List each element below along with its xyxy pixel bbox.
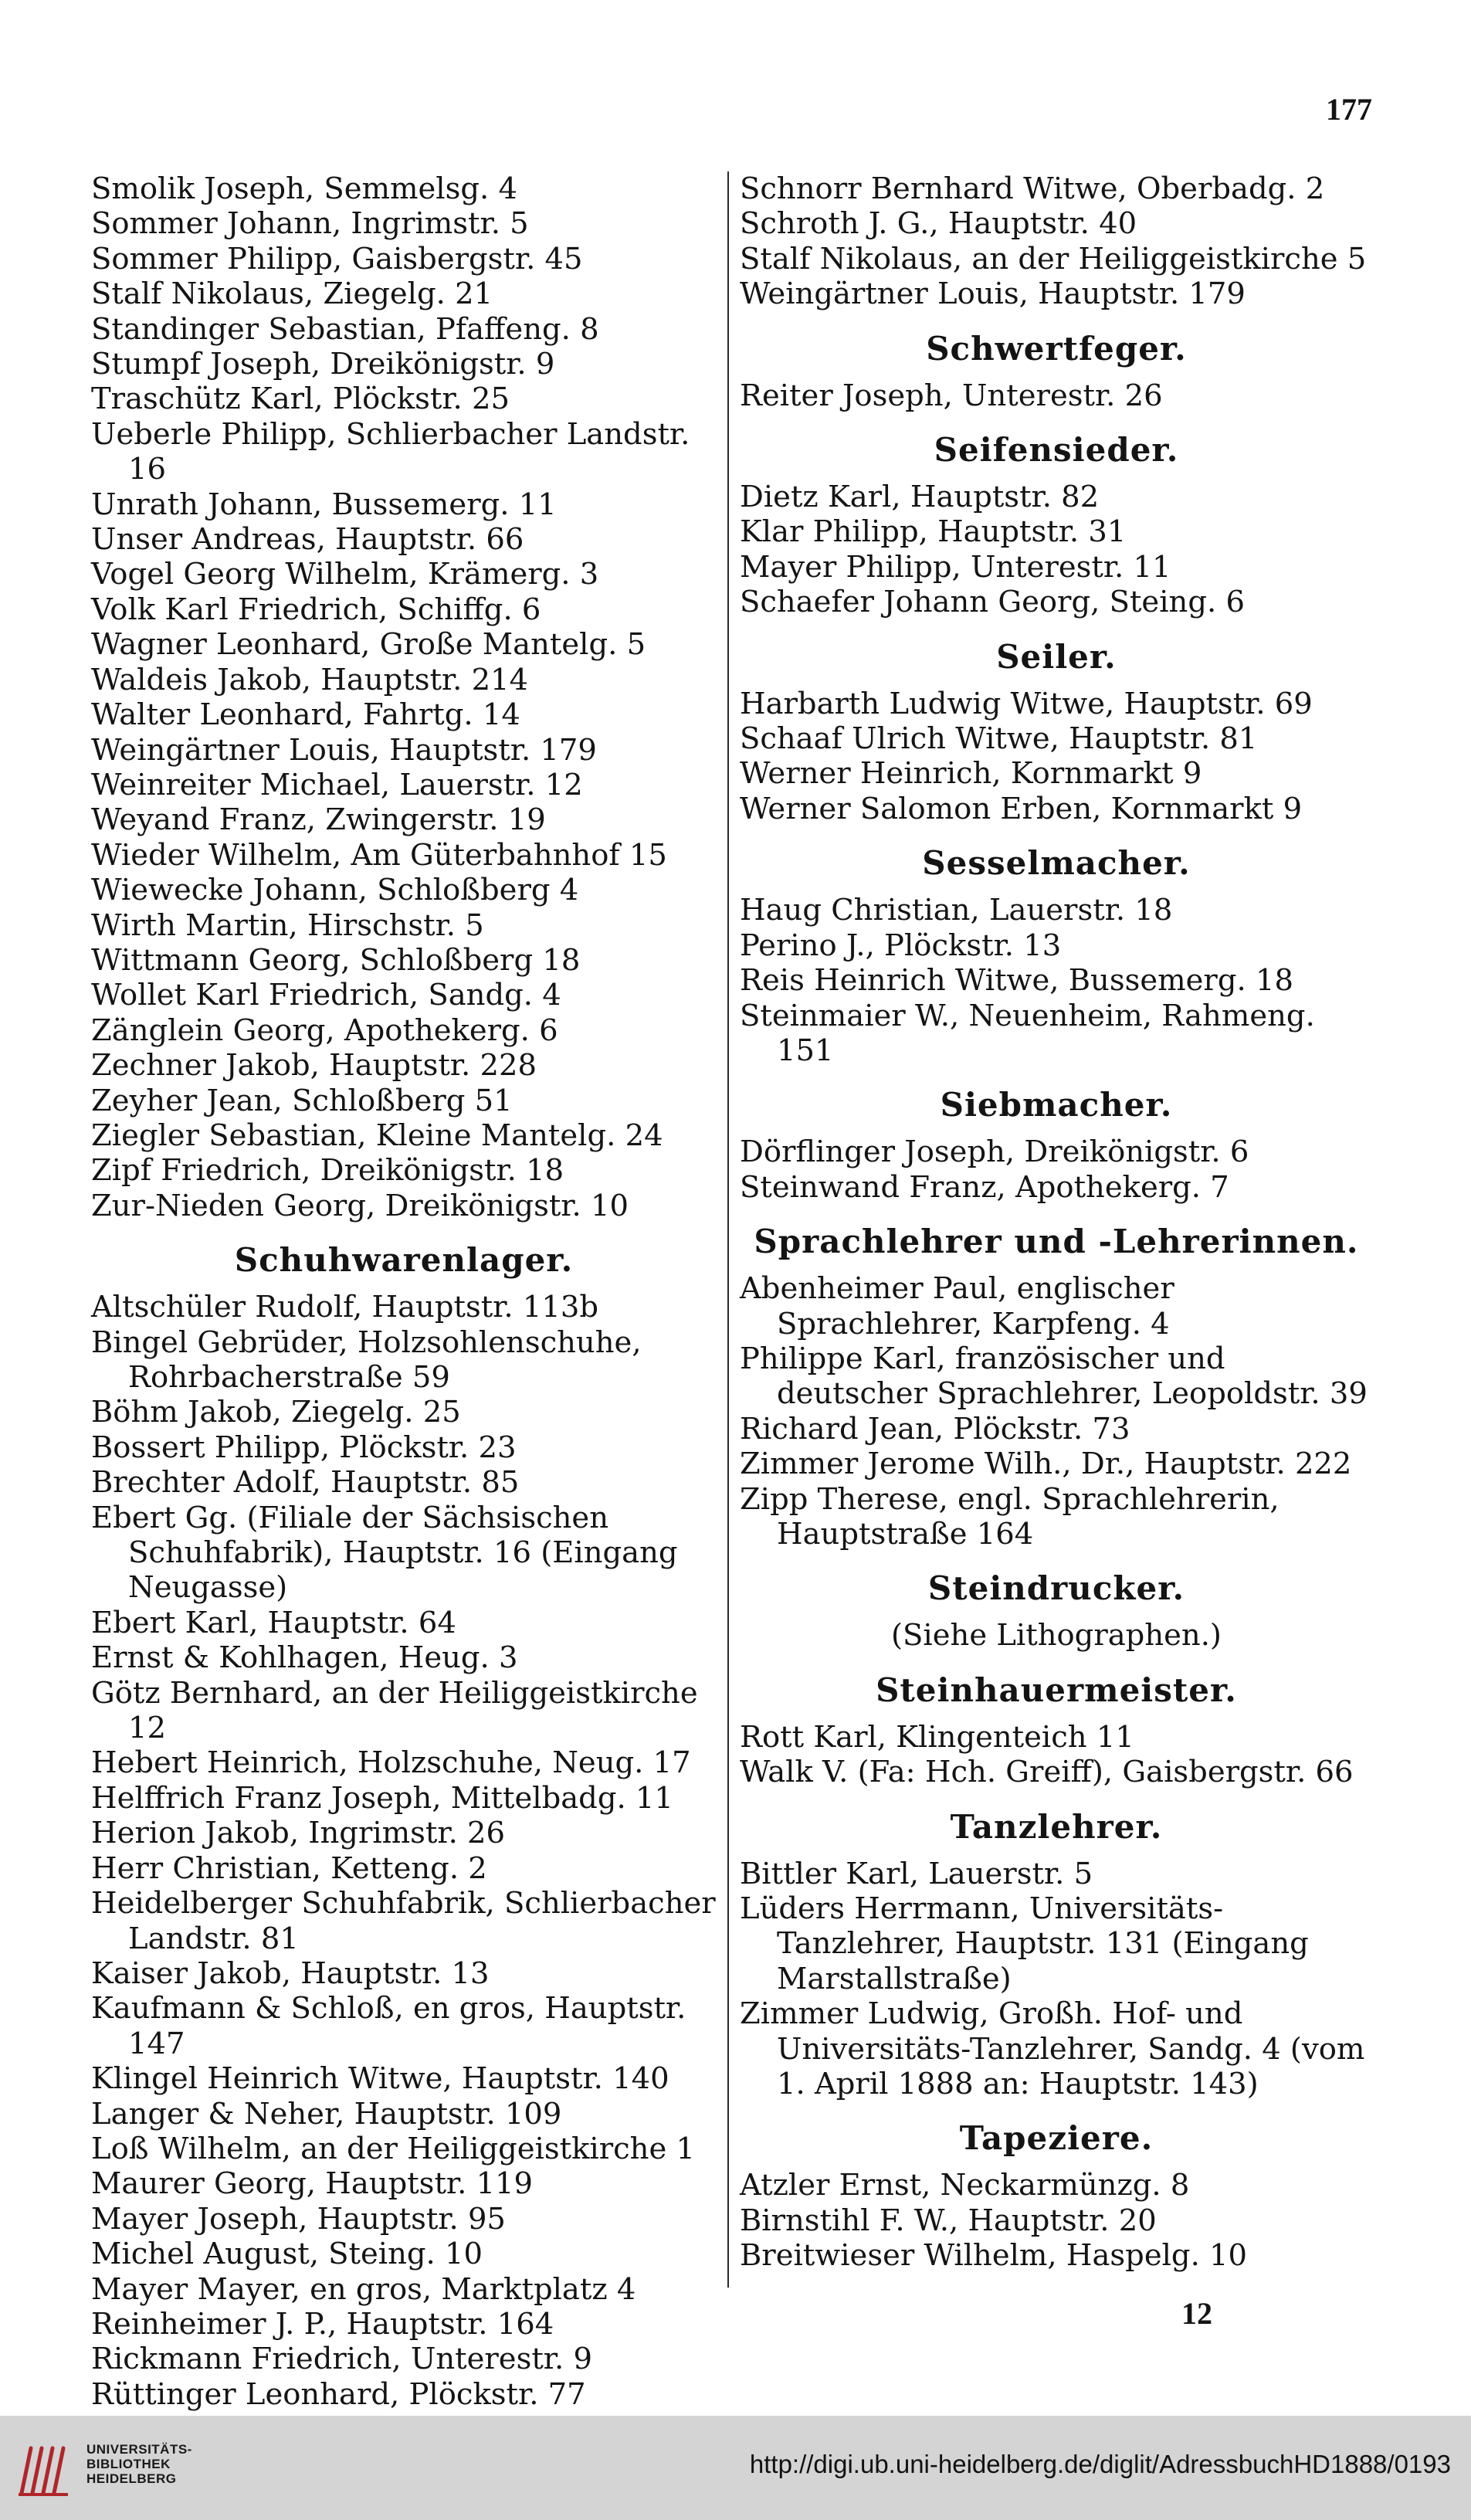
directory-entry: Hebert Heinrich, Holzschuhe, Neug. 17 [91,1745,691,1781]
directory-entry: Weingärtner Louis, Hauptstr. 179 [740,276,1246,312]
directory-entry: Rüttinger Leonhard, Plöckstr. 77 [91,2376,586,2412]
directory-entry: Steinmaier W., Neuenheim, Rahmeng. 151 [740,998,1315,1068]
entry-list-siebmacher [740,1135,1373,1205]
library-name-line: BIBLIOTHEK [86,2457,171,2471]
directory-entry: Volk Karl Friedrich, Schiffg. 6 [91,592,541,627]
directory-entry: Götz Bernhard, an der Heiliggeistkirche 12 [91,1675,698,1746]
directory-entry: Walter Leonhard, Fahrtg. 14 [91,697,520,733]
directory-entry: Wittmann Georg, Schloßberg 18 [91,942,581,978]
entry-list-schwertfeger [740,378,1373,413]
directory-entry: Wieder Wilhelm, Am Güterbahnhof 15 [91,837,667,873]
directory-entry: Ziegler Sebastian, Kleine Mantelg. 24 [91,1118,663,1153]
directory-entry: Smolik Joseph, Semmelsg. 4 [91,171,517,206]
directory-entry: Steinwand Franz, Apothekerg. 7 [740,1169,1229,1205]
directory-entry: Breitwieser Wilhelm, Haspelg. 10 [740,2238,1248,2274]
directory-entry: Sommer Johann, Ingrimstr. 5 [91,206,529,242]
directory-entry: Michel August, Steing. 10 [91,2237,483,2272]
directory-entry: Ebert Gg. (Filiale der Sächsischen Schuhfabrik), Hauptstr. 16 (Eingang Neugasse) [91,1500,678,1606]
entry-list-seifensieder [740,480,1373,620]
directory-entry: Werner Salomon Erben, Kornmarkt 9 [740,791,1303,826]
directory-entry: Ueberle Philipp, Schlierbacher Landstr. 16 [91,416,690,487]
directory-entry: Bingel Gebrüder, Holzsohlenschuhe, Rohrbacherstraße 59 [91,1324,642,1395]
directory-entry: Rickmann Friedrich, Unterestr. 9 [91,2342,592,2377]
directory-entry: Zipp Therese, engl. Sprachlehrerin, Hauptstraße 164 [740,1481,1279,1552]
directory-entry: Wirth Martin, Hirschstr. 5 [91,907,484,943]
directory-entry: Zänglein Georg, Apothekerg. 6 [91,1012,558,1048]
directory-entry: Brechter Adolf, Hauptstr. 85 [91,1465,520,1501]
directory-entry: Atzler Ernst, Neckarmünzg. 8 [740,2168,1190,2203]
directory-entry: Loß Wilhelm, an der Heiliggeistkirche 1 [91,2131,695,2166]
directory-entry: Waldeis Jakob, Hauptstr. 214 [91,662,529,697]
directory-entry: Bossert Philipp, Plöckstr. 23 [91,1430,517,1465]
directory-entry: Klingel Heinrich Witwe, Hauptstr. 140 [91,2061,669,2097]
directory-entry: Standinger Sebastian, Pfaffeng. 8 [91,311,599,347]
heading-steindrucker: Steindrucker. [927,1569,1185,1608]
heading-sesselmacher: Sesselmacher. [922,844,1191,883]
directory-entry: Rott Karl, Klingenteich 11 [740,1719,1134,1755]
directory-entry: Harbarth Ludwig Witwe, Hauptstr. 69 [740,686,1313,721]
directory-entry: Schnorr Bernhard Witwe, Oberbadg. 2 [740,171,1325,206]
directory-entry: Werner Heinrich, Kornmarkt 9 [740,756,1202,792]
entry-list-intro [740,171,1373,312]
entry-list-seiler [740,687,1373,827]
directory-entry: Kaiser Jakob, Hauptstr. 13 [91,1955,490,1991]
library-name-line: HEIDELBERG [86,2471,177,2486]
directory-entry: Wollet Karl Friedrich, Sandg. 4 [91,978,561,1013]
heading-schwertfeger: Schwertfeger. [926,329,1187,368]
directory-entry: Birnstihl F. W., Hauptstr. 20 [740,2203,1157,2238]
directory-entry: Richard Jean, Plöckstr. 73 [740,1411,1130,1447]
left-column [91,171,717,2412]
footer-bar [0,2416,1471,2520]
directory-entry: Traschütz Karl, Plöckstr. 25 [91,382,510,417]
directory-entry: Schroth J. G., Hauptstr. 40 [740,206,1137,242]
directory-entry: Dörflinger Joseph, Dreikönigstr. 6 [740,1135,1249,1170]
heading-seifensieder: Seifensieder. [934,431,1179,470]
page-number: 177 [1326,92,1372,127]
directory-entry: Mayer Mayer, en gros, Marktplatz 4 [91,2271,636,2307]
directory-entry: Heidelberger Schuhfabrik, Schlierbacher Landstr. 81 [91,1886,716,1956]
right-column [740,171,1373,2274]
directory-entry: Philippe Karl, französischer und deutscher Sprachlehrer, Leopoldstr. 39 [740,1341,1368,1412]
directory-entry: Zechner Jakob, Hauptstr. 228 [91,1048,537,1084]
directory-entry: Schaaf Ulrich Witwe, Hauptstr. 81 [740,721,1258,757]
note-steindrucker: (Siehe Lithographen.) [891,1618,1222,1653]
directory-entry: Stumpf Joseph, Dreikönigstr. 9 [91,347,555,382]
entry-list-sprachlehrer [740,1271,1373,1552]
source-url-link[interactable]: http://digi.ub.uni-heidelberg.de/diglit/AdressbuchHD1888/0193 [749,2450,1451,2478]
entry-list-schuhwarenlager [91,1290,717,2412]
directory-entry: Unrath Johann, Bussemerg. 11 [91,487,557,522]
heading-tapeziere: Tapeziere. [959,2119,1154,2158]
directory-entry: Altschüler Rudolf, Hauptstr. 113b [91,1290,598,1325]
directory-entry: Bittler Karl, Lauerstr. 5 [740,1856,1093,1891]
directory-entry: Wiewecke Johann, Schloßberg 4 [91,873,579,908]
heading-sprachlehrer: Sprachlehrer und -Lehrerinnen. [754,1223,1359,1261]
directory-entry: Zeyher Jean, Schloßberg 51 [91,1083,513,1118]
directory-entry: Haug Christian, Lauerstr. 18 [740,893,1173,928]
directory-entry: Zimmer Jerome Wilh., Dr., Hauptstr. 222 [740,1447,1352,1482]
directory-entry: Wagner Leonhard, Große Mantelg. 5 [91,627,646,663]
directory-entry: Unser Andreas, Hauptstr. 66 [91,522,524,558]
heading-tanzlehrer: Tanzlehrer. [950,1807,1163,1846]
directory-entry: Ernst & Kohlhagen, Heug. 3 [91,1640,518,1676]
entry-list-steinhauermeister [740,1720,1373,1790]
directory-entry: Schaefer Johann Georg, Steing. 6 [740,585,1245,620]
library-name [86,2442,192,2486]
directory-entry: Stalf Nikolaus, an der Heiliggeistkirche 5 [740,241,1367,276]
heading-steinhauermeister: Steinhauermeister. [876,1670,1237,1709]
directory-entry: Walk V. (Fa: Hch. Greiff), Gaisbergstr. 66 [740,1755,1354,1790]
directory-entry: Mayer Philipp, Unterestr. 11 [740,549,1171,585]
directory-entry: Maurer Georg, Hauptstr. 119 [91,2166,534,2202]
signature-mark: 12 [1181,2296,1212,2331]
directory-entry: Reinheimer J. P., Hauptstr. 164 [91,2306,554,2342]
heading-seiler: Seiler. [996,637,1117,676]
directory-entry: Zur-Nieden Georg, Dreikönigstr. 10 [91,1188,629,1223]
directory-entry: Zimmer Ludwig, Großh. Hof- und Universitäts-Tanzlehrer, Sandg. 4 (vom 1. April 1888 an: Hauptstr. 143) [740,1996,1365,2102]
entry-list-tapeziere [740,2168,1373,2273]
directory-entry: Kaufmann & Schloß, en gros, Hauptstr. 147 [91,1991,686,2061]
directory-entry: Mayer Joseph, Hauptstr. 95 [91,2201,506,2237]
directory-entry: Perino J., Plöckstr. 13 [740,928,1062,963]
library-name-line: UNIVERSITÄTS- [86,2442,192,2457]
directory-entry: Langer & Neher, Hauptstr. 109 [91,2096,562,2132]
directory-entry: Abenheimer Paul, englischer Sprachlehrer, Karpfeng. 4 [740,1271,1174,1341]
heading-siebmacher: Siebmacher. [940,1086,1173,1124]
directory-entry: Lüders Herrmann, Universitäts-Tanzlehrer, Hauptstr. 131 (Eingang Marstallstraße) [740,1891,1309,1996]
library-logo-icon [14,2439,76,2501]
directory-entry: Zipf Friedrich, Dreikönigstr. 18 [91,1153,564,1189]
directory-entry: Weinreiter Michael, Lauerstr. 12 [91,767,583,802]
directory-entry: Reiter Joseph, Unterestr. 26 [740,378,1163,413]
entry-list-surnames-s-z [91,171,717,1223]
directory-entry: Weyand Franz, Zwingerstr. 19 [91,802,546,838]
entry-list-sesselmacher [740,893,1373,1068]
entry-list-tanzlehrer [740,1857,1373,2102]
directory-entry: Klar Philipp, Hauptstr. 31 [740,514,1127,550]
column-divider [727,171,729,2288]
directory-entry: Ebert Karl, Hauptstr. 64 [91,1605,456,1640]
directory-entry: Herion Jakob, Ingrimstr. 26 [91,1816,506,1851]
directory-entry: Vogel Georg Wilhelm, Krämerg. 3 [91,557,599,592]
directory-entry: Weingärtner Louis, Hauptstr. 179 [91,732,597,768]
directory-entry: Böhm Jakob, Ziegelg. 25 [91,1395,461,1430]
heading-schuhwarenlager: Schuhwarenlager. [234,1241,574,1280]
directory-entry: Helffrich Franz Joseph, Mittelbadg. 11 [91,1780,673,1816]
directory-entry: Reis Heinrich Witwe, Bussemerg. 18 [740,963,1293,999]
directory-entry: Herr Christian, Ketteng. 2 [91,1850,487,1886]
directory-entry: Dietz Karl, Hauptstr. 82 [740,480,1100,515]
directory-entry: Stalf Nikolaus, Ziegelg. 21 [91,276,493,312]
directory-entry: Sommer Philipp, Gaisbergstr. 45 [91,241,583,276]
